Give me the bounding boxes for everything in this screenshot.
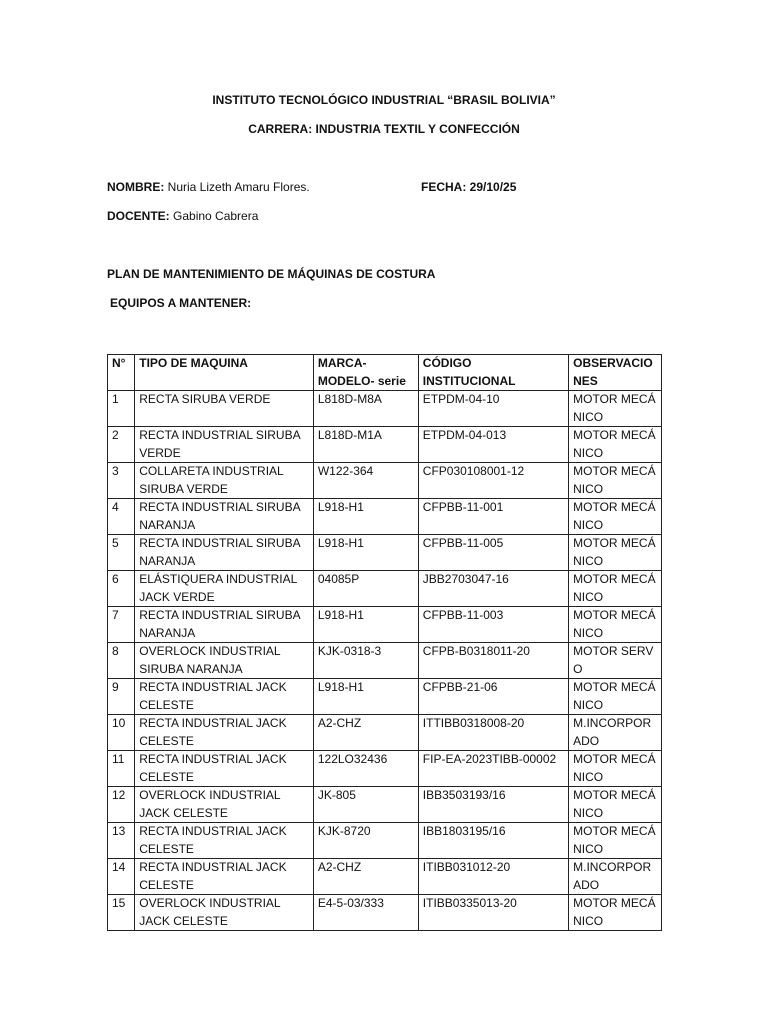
table-row <box>108 643 662 679</box>
teacher-line <box>107 209 258 223</box>
cell-code: ITTIBB0318008-20 <box>418 715 568 751</box>
header-number: N° <box>108 355 135 391</box>
career-title: CARRERA: INDUSTRIA TEXTIL Y CONFECCIÓN <box>248 122 520 136</box>
table-row <box>108 535 662 571</box>
cell-observations: MOTOR MECÁNICO <box>569 463 662 499</box>
table-row <box>108 787 662 823</box>
equipment-title: EQUIPOS A MANTENER: <box>110 296 252 310</box>
cell-observations: M.INCORPORADO <box>569 859 662 895</box>
date-value: 29/10/25 <box>469 180 517 194</box>
cell-brand-model: L918-H1 <box>313 607 418 643</box>
cell-number: 13 <box>108 823 135 859</box>
cell-brand-model: KJK-0318-3 <box>313 643 418 679</box>
cell-code: CFP030108001-12 <box>418 463 568 499</box>
cell-observations: MOTOR MECÁNICO <box>569 427 662 463</box>
cell-number: 2 <box>108 427 135 463</box>
cell-code: JBB2703047-16 <box>418 571 568 607</box>
cell-observations: MOTOR MECÁNICO <box>569 571 662 607</box>
cell-brand-model: L918-H1 <box>313 679 418 715</box>
cell-machine-type: RECTA INDUSTRIAL SIRUBA NARANJA <box>135 607 314 643</box>
cell-observations: MOTOR MECÁNICO <box>569 787 662 823</box>
teacher-label: DOCENTE: <box>107 209 170 223</box>
cell-code: IBB3503193/16 <box>418 787 568 823</box>
cell-number: 6 <box>108 571 135 607</box>
name-value: Nuria Lizeth Amaru Flores. <box>167 180 310 194</box>
cell-code: CFPBB-11-003 <box>418 607 568 643</box>
cell-number: 7 <box>108 607 135 643</box>
cell-code: CFPBB-11-005 <box>418 535 568 571</box>
equipment-table <box>107 354 662 931</box>
cell-code: ETPDM-04-013 <box>418 427 568 463</box>
date-line <box>421 180 516 194</box>
cell-number: 11 <box>108 751 135 787</box>
name-line <box>107 180 310 194</box>
cell-number: 3 <box>108 463 135 499</box>
cell-brand-model: JK-805 <box>313 787 418 823</box>
table-row <box>108 859 662 895</box>
table-row <box>108 895 662 931</box>
header-observations: OBSERVACIONES <box>569 355 662 391</box>
cell-brand-model: L818D-M1A <box>313 427 418 463</box>
cell-number: 14 <box>108 859 135 895</box>
cell-observations: MOTOR MECÁNICO <box>569 391 662 427</box>
cell-observations: M.INCORPORADO <box>569 715 662 751</box>
cell-code: CFPBB-11-001 <box>418 499 568 535</box>
cell-observations: MOTOR MECÁNICO <box>569 751 662 787</box>
cell-machine-type: RECTA INDUSTRIAL JACK CELESTE <box>135 823 314 859</box>
institute-title: INSTITUTO TECNOLÓGICO INDUSTRIAL “BRASIL BOLIVIA” <box>212 93 556 107</box>
table-row <box>108 607 662 643</box>
cell-observations: MOTOR MECÁNICO <box>569 679 662 715</box>
cell-observations: MOTOR MECÁNICO <box>569 499 662 535</box>
cell-machine-type: RECTA SIRUBA VERDE <box>135 391 314 427</box>
cell-number: 15 <box>108 895 135 931</box>
cell-machine-type: RECTA INDUSTRIAL SIRUBA VERDE <box>135 427 314 463</box>
cell-brand-model: A2-CHZ <box>313 715 418 751</box>
cell-machine-type: RECTA INDUSTRIAL SIRUBA NARANJA <box>135 499 314 535</box>
cell-brand-model: A2-CHZ <box>313 859 418 895</box>
table-row <box>108 679 662 715</box>
cell-code: ITIBB0335013-20 <box>418 895 568 931</box>
cell-machine-type: OVERLOCK INDUSTRIAL JACK CELESTE <box>135 787 314 823</box>
cell-code: CFPB-B0318011-20 <box>418 643 568 679</box>
cell-code: FIP-EA-2023TIBB-00002 <box>418 751 568 787</box>
cell-brand-model: KJK-8720 <box>313 823 418 859</box>
cell-machine-type: RECTA INDUSTRIAL SIRUBA NARANJA <box>135 535 314 571</box>
table-row <box>108 391 662 427</box>
cell-code: CFPBB-21-06 <box>418 679 568 715</box>
cell-machine-type: RECTA INDUSTRIAL JACK CELESTE <box>135 859 314 895</box>
cell-number: 8 <box>108 643 135 679</box>
table-row <box>108 427 662 463</box>
header-brand-model: MARCA-MODELO- serie <box>313 355 418 391</box>
cell-code: ITIBB031012-20 <box>418 859 568 895</box>
cell-machine-type: ELÁSTIQUERA INDUSTRIAL JACK VERDE <box>135 571 314 607</box>
cell-brand-model: L918-H1 <box>313 499 418 535</box>
cell-brand-model: L818D-M8A <box>313 391 418 427</box>
plan-title: PLAN DE MANTENIMIENTO DE MÁQUINAS DE COSTURA <box>107 267 436 281</box>
table-header-row <box>108 355 662 391</box>
cell-observations: MOTOR MECÁNICO <box>569 895 662 931</box>
cell-machine-type: RECTA INDUSTRIAL JACK CELESTE <box>135 715 314 751</box>
table-row <box>108 715 662 751</box>
cell-number: 5 <box>108 535 135 571</box>
cell-number: 1 <box>108 391 135 427</box>
name-label: NOMBRE: <box>107 180 165 194</box>
cell-observations: MOTOR MECÁNICO <box>569 607 662 643</box>
cell-machine-type: OVERLOCK INDUSTRIAL JACK CELESTE <box>135 895 314 931</box>
table-row <box>108 571 662 607</box>
table-body <box>108 391 662 931</box>
cell-brand-model: L918-H1 <box>313 535 418 571</box>
cell-machine-type: RECTA INDUSTRIAL JACK CELESTE <box>135 751 314 787</box>
cell-brand-model: W122-364 <box>313 463 418 499</box>
table-row <box>108 463 662 499</box>
cell-brand-model: 04085P <box>313 571 418 607</box>
teacher-value: Gabino Cabrera <box>173 209 259 223</box>
cell-number: 12 <box>108 787 135 823</box>
cell-machine-type: OVERLOCK INDUSTRIAL SIRUBA NARANJA <box>135 643 314 679</box>
cell-machine-type: COLLARETA INDUSTRIAL SIRUBA VERDE <box>135 463 314 499</box>
cell-observations: MOTOR MECÁNICO <box>569 823 662 859</box>
cell-machine-type: RECTA INDUSTRIAL JACK CELESTE <box>135 679 314 715</box>
table-row <box>108 823 662 859</box>
cell-brand-model: E4-5-03/333 <box>313 895 418 931</box>
cell-code: IBB1803195/16 <box>418 823 568 859</box>
date-label: FECHA: <box>421 180 467 194</box>
table-row <box>108 751 662 787</box>
cell-observations: MOTOR SERVO <box>569 643 662 679</box>
header-machine-type: TIPO DE MAQUINA <box>135 355 314 391</box>
cell-code: ETPDM-04-10 <box>418 391 568 427</box>
table-row <box>108 499 662 535</box>
cell-number: 4 <box>108 499 135 535</box>
cell-number: 9 <box>108 679 135 715</box>
header-code: CÓDIGO INSTITUCIONAL <box>418 355 568 391</box>
cell-number: 10 <box>108 715 135 751</box>
cell-observations: MOTOR MECÁNICO <box>569 535 662 571</box>
cell-brand-model: 122LO32436 <box>313 751 418 787</box>
